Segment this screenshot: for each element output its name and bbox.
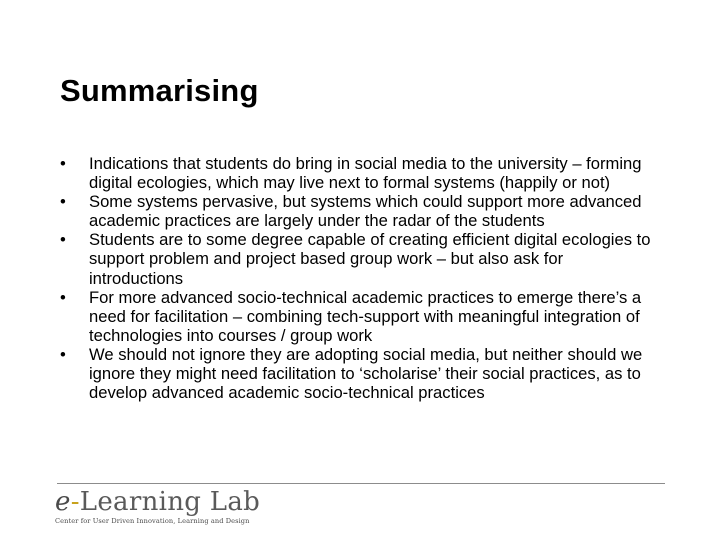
bullet-list	[60, 154, 660, 402]
bullet-item	[60, 230, 660, 287]
bullet-marker: •	[60, 230, 66, 250]
footer-divider	[57, 483, 665, 484]
logo-e-letter: e	[55, 487, 71, 517]
logo-wordmark	[55, 488, 260, 516]
bullet-text: We should not ignore they are adopting social media, but neither should we ignore they might need facilitation to ‘scholarise’ their social practices, as to develop advanced academic socio-technical practices	[89, 344, 643, 403]
bullet-marker: •	[60, 192, 66, 212]
bullet-marker: •	[60, 154, 66, 173]
bullet-text: Indications that students do bring in social media to the university – forming digital ecologies, which may live next to formal systems (happily or not)	[89, 154, 642, 193]
bullet-text: For more advanced socio-technical academic practices to emerge there’s a need for facilitation – combining tech-support with meaningful integration of technologies into courses / group work	[89, 287, 642, 345]
bullet-marker: •	[60, 344, 66, 364]
logo-tagline: Center for User Driven Innovation, Learning and Design	[55, 517, 250, 525]
logo-name: Learning Lab	[79, 487, 261, 517]
slide-title: Summarising	[60, 73, 259, 108]
bullet-item	[60, 288, 660, 345]
elearning-lab-logo	[55, 488, 260, 525]
bullet-item	[60, 192, 660, 230]
logo-dash: -	[70, 487, 80, 517]
bullet-item	[60, 345, 660, 402]
bullet-text: Students are to some degree capable of creating efficient digital ecologies to support problem and project based group work – but also ask for introductions	[89, 230, 651, 288]
bullet-marker: •	[60, 287, 66, 307]
bullet-item	[60, 154, 660, 192]
bullet-text: Some systems pervasive, but systems which could support more advanced academic practices are largely under the radar of the students	[89, 192, 642, 231]
